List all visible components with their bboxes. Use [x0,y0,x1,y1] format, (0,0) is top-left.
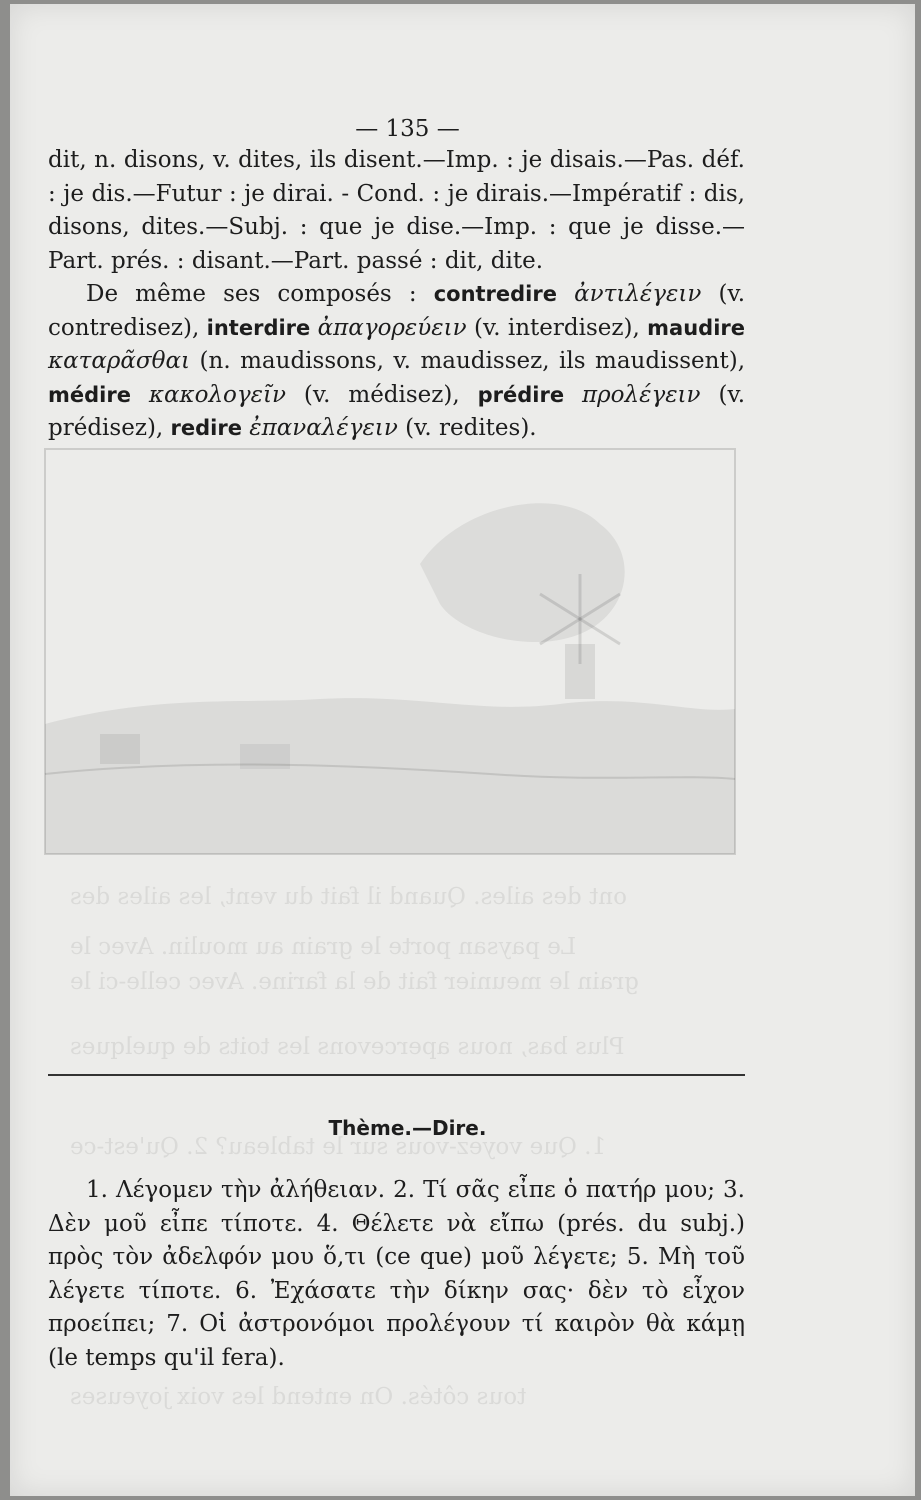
bleed-through-illustration [40,444,740,864]
greek-maudire: καταρᾶσθαι [48,348,191,374]
note-medire: (v. médisez), [303,381,460,408]
word-predire: prédire [477,382,565,407]
word-medire: médire [48,382,131,407]
bleed-through-text: grain le meunier fait de la farine. Avec celle-ci le [70,969,639,995]
greek-predire: προλέγειν [582,381,701,408]
note-maudire: (n. maudissons, v. maudissez, ils maudissent), [199,348,745,374]
page-number: — 135 — [355,116,460,142]
conjugation-paragraph: dit, n. disons, v. dites, ils disent.—Imp. : je disais.—Pas. déf. : je dis.—Futur : je dirai. - Cond. : je dirais.—Impératif : dis, disons, dites.—Subj. : que je dise.—Imp. : que je disse.—Part. prés. : disant.—Part. passé : dit, dite. [48,147,745,274]
theme-heading: Thème.—Dire. [328,1116,487,1140]
word-redire: redire [170,416,242,440]
greek-contredire: ἀντιλέγειν [574,281,702,307]
bleed-through-text: Plus bas, nous apercevons les toits de quelques [70,1034,625,1060]
note-interdire: (v. interdisez), [473,314,640,341]
book-page [10,4,915,1496]
greek-interdire: ἀπαγορεύειν [317,314,467,341]
bleed-through-text: Le paysan porte le grain au moulin. Avec le [70,934,577,960]
note-contredire: (v. contredisez), [48,281,746,341]
composes-paragraph [48,278,745,446]
note-redire: (v. redites). [405,415,537,441]
greek-redire: ἐπαναλέγειν [249,415,398,441]
bleed-through-text: 1. Que voyez-vous sur le tableau? 2. Qu'est-ce [70,1134,607,1160]
section-divider [48,1074,745,1076]
composes-intro: De même ses composés : [86,281,417,307]
note-predire: (v. prédisez), [48,381,746,441]
word-interdire: interdire [206,315,311,340]
word-contredire: contredire [433,282,557,306]
bleed-through-text: tous côtés. On entend les voix joyeuses [70,1384,527,1410]
word-maudire: maudire [647,315,745,340]
bleed-through-text: ont des ailes. Quand il fait du vent, les ailes des [70,884,628,910]
greek-medire: κακολογεῖν [148,381,286,408]
theme-exercise-text: 1. Λέγομεν τὴν ἀλήθειαν. 2. Τί σᾶς εἶπε ὁ πατήρ μου; 3. Δὲν μοῦ εἶπε τίποτε. 4. Θέλετε νὰ εἴπω (prés. du subj.) πρὸς τὸν ἀδελφόν μου ὅ,τι (ce que) μοῦ λέγετε; 5. Μὴ τοῦ λέγετε τίποτε. 6. Ἐχάσατε τὴν δίκην σας· δὲν τὸ εἶχον προείπει; 7. Οἱ ἀστρονόμοι προλέγουν τί καιρὸν θὰ κάμῃ (le temps qu'il fera). [48,1177,745,1371]
